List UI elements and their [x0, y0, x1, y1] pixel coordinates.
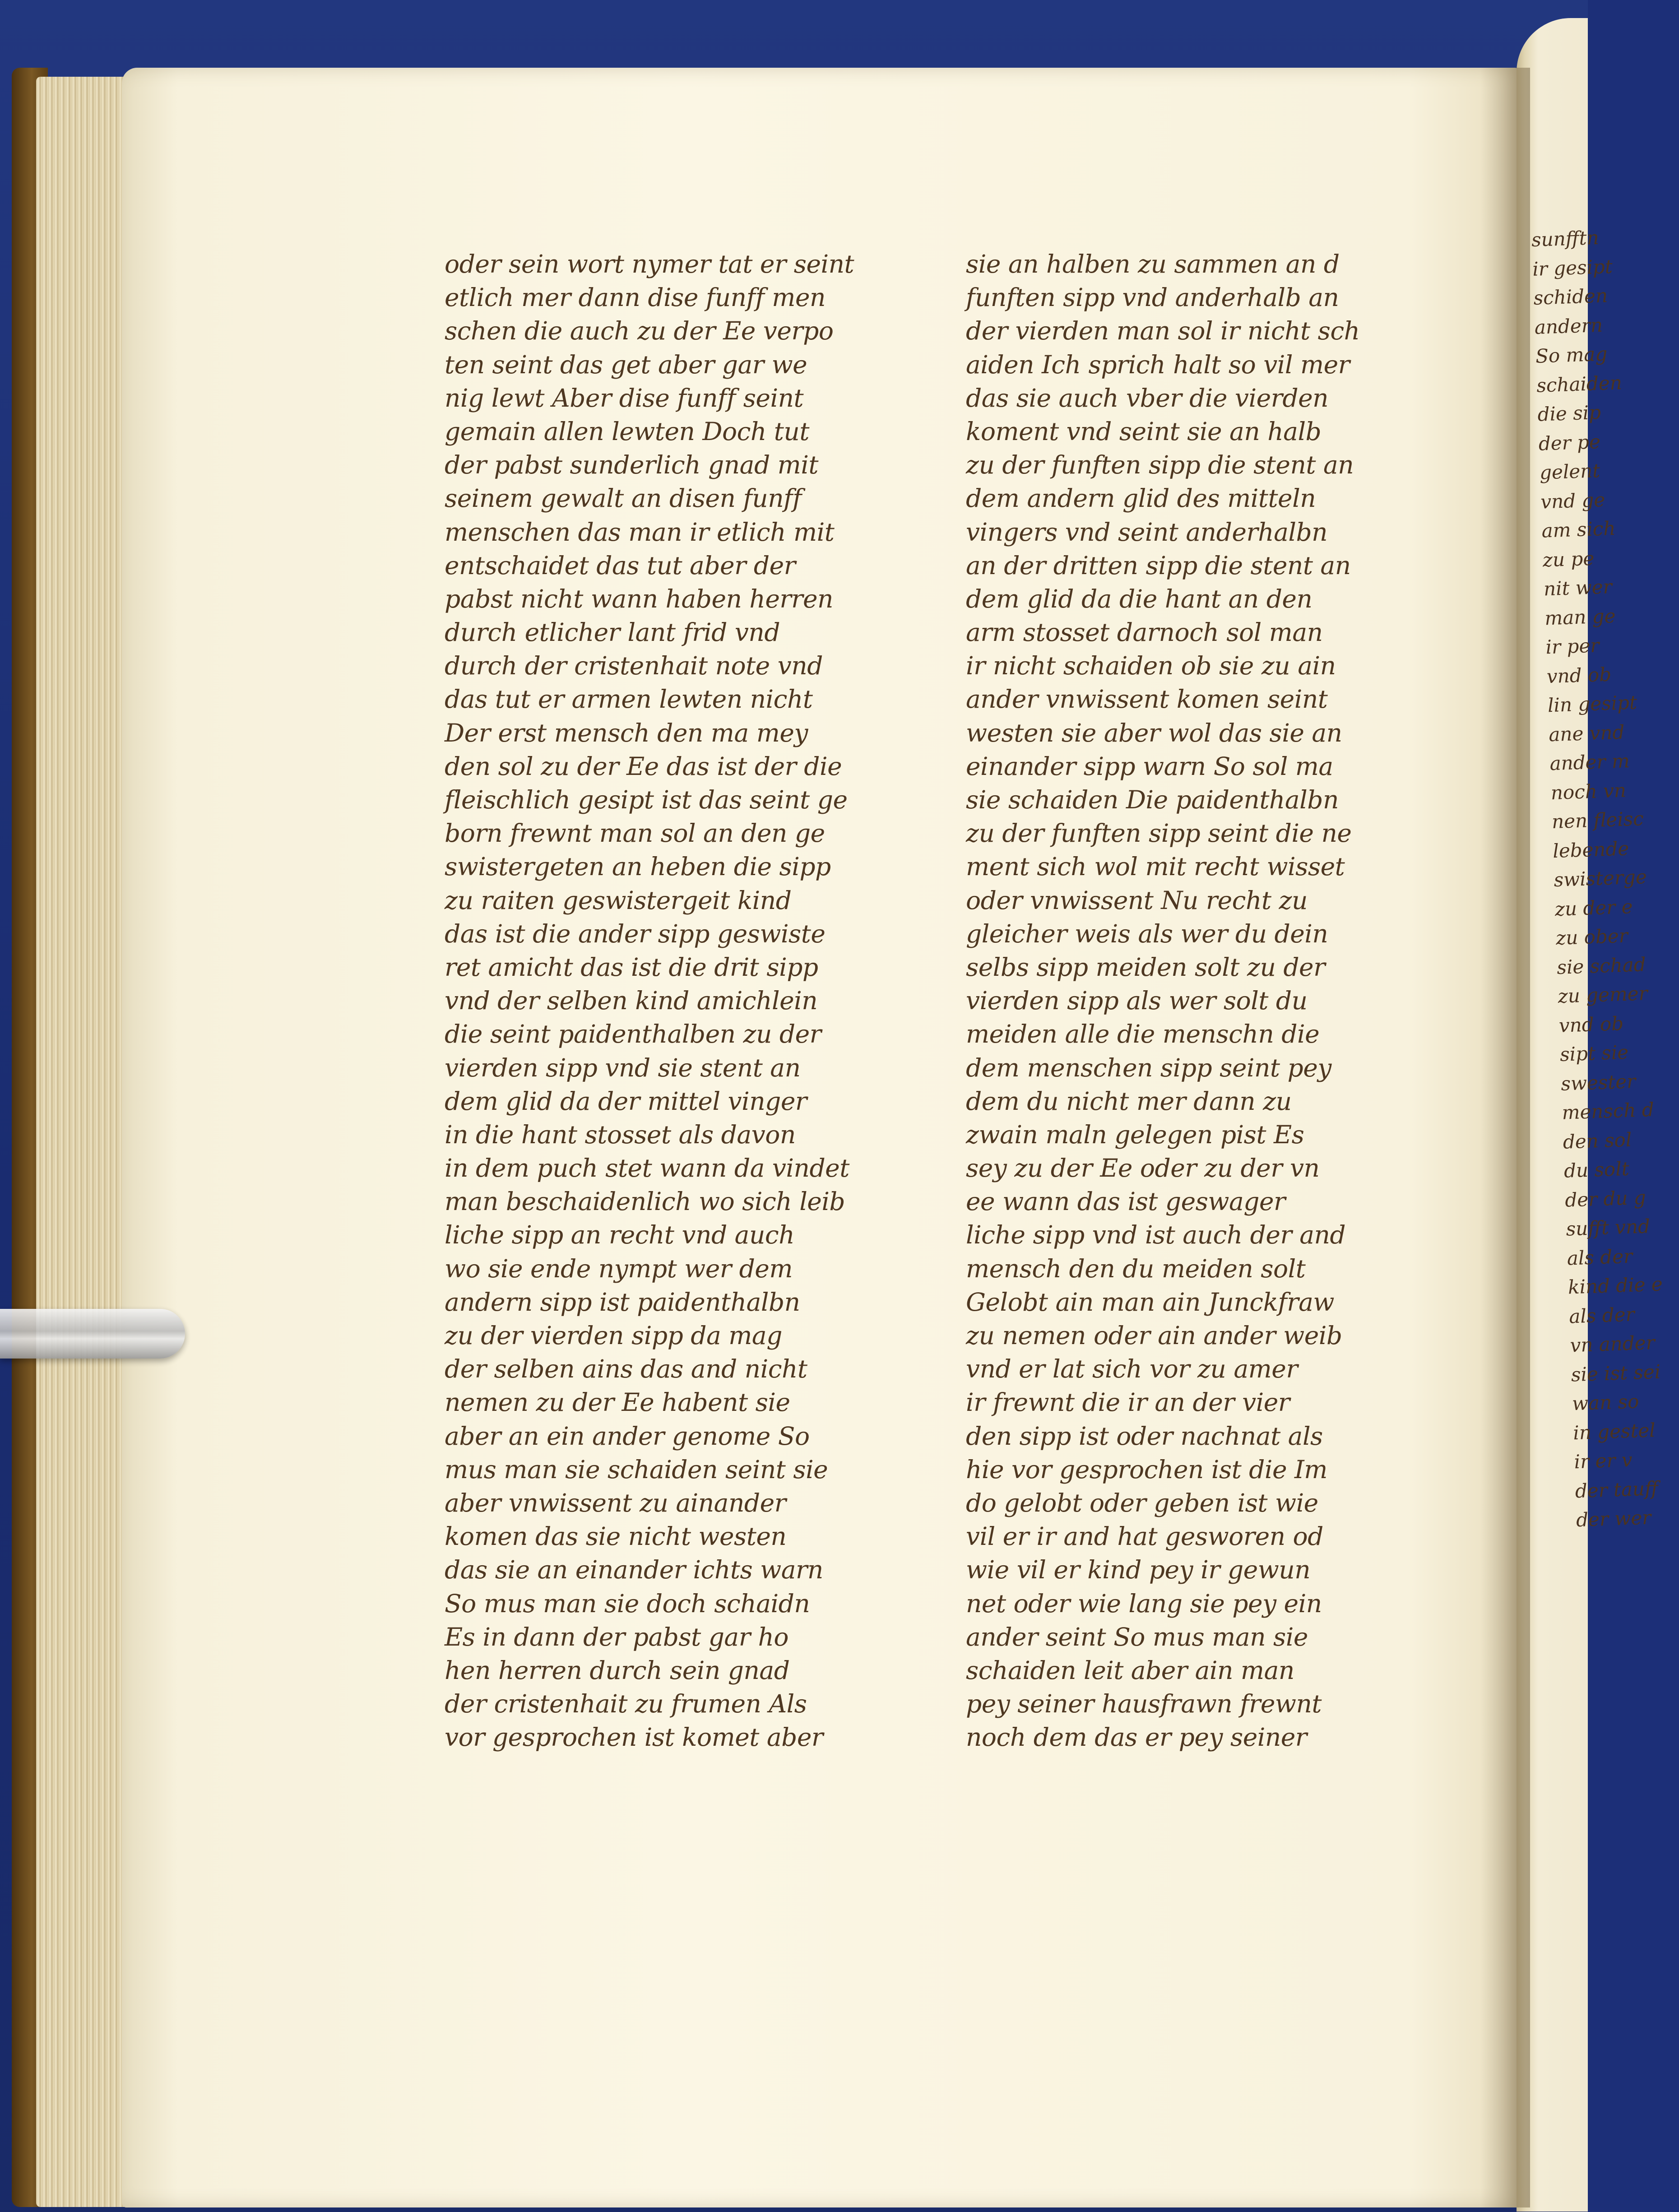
text-line: den sol zu der Ee das ist der die — [445, 751, 842, 781]
text-line: swisterge — [1553, 865, 1647, 891]
text-line: ten seint das get aber gar we — [445, 350, 807, 379]
text-line: pabst nicht wann haben herren — [445, 584, 833, 613]
text-line: sie ist sei — [1571, 1360, 1661, 1386]
text-line: durch etlicher lant frid vnd — [445, 618, 780, 647]
text-line: sipt sie — [1559, 1041, 1629, 1066]
text-line: das sie an einander ichts warn — [445, 1555, 823, 1585]
text-line: dem andern glid des mitteln — [966, 484, 1316, 513]
text-line: gelent — [1539, 459, 1600, 484]
text-line: ir gesipt — [1532, 255, 1613, 280]
text-line: mus man sie schaiden seint sie — [445, 1455, 828, 1484]
text-line: sunfftn — [1531, 226, 1600, 251]
text-line: kind die e — [1568, 1273, 1663, 1298]
text-line: gleicher weis als wer du dein — [966, 919, 1328, 948]
text-line: die sip — [1537, 401, 1601, 426]
text-line: ment sich wol mit recht wisset — [966, 852, 1345, 881]
text-line: wie vil er kind pey ir gewun — [966, 1555, 1311, 1585]
text-line: als der — [1567, 1245, 1633, 1270]
text-line: zu der vierden sipp da mag — [445, 1321, 782, 1350]
text-line: lebende — [1552, 837, 1629, 862]
text-line: das sie auch vber die vierden — [966, 383, 1329, 413]
text-line: man beschaidenlich wo sich leib — [445, 1187, 845, 1216]
gutter-shadow — [1480, 68, 1530, 2207]
text-line: als der — [1568, 1303, 1635, 1328]
text-line: schen die auch zu der Ee verpo — [445, 316, 834, 346]
text-line: der tauff — [1575, 1477, 1659, 1502]
text-line: Gelobt ain man ain Junckfraw — [966, 1287, 1334, 1317]
text-line: dem glid da der mittel vinger — [445, 1086, 807, 1116]
text-line: an der dritten sipp die stent an — [966, 551, 1351, 580]
text-line: hie vor gesprochen ist die Im — [966, 1455, 1327, 1484]
text-line: ir nicht schaiden ob sie zu ain — [966, 651, 1336, 681]
text-line: arm stosset darnoch sol man — [966, 618, 1323, 647]
text-line: pey seiner hausfrawn frewnt — [966, 1689, 1322, 1719]
text-line: dem glid da die hant an den — [966, 584, 1313, 613]
text-line: noch dem das er pey seiner — [966, 1723, 1307, 1752]
text-line: vnd ob — [1558, 1012, 1624, 1037]
text-line: der pe — [1538, 430, 1601, 455]
text-line: selbs sipp meiden solt zu der — [966, 952, 1325, 982]
text-line: wo sie ende nympt wer dem — [445, 1254, 793, 1283]
text-line: durch der cristenhait note vnd — [445, 651, 823, 681]
text-line: mensch d — [1561, 1098, 1655, 1124]
text-line: fleischlich gesipt ist das seint ge — [445, 785, 848, 814]
text-line: der selben ains das and nicht — [445, 1354, 807, 1384]
text-line: der cristenhait zu frumen Als — [445, 1689, 807, 1719]
text-line: sey zu der Ee oder zu der vn — [966, 1154, 1320, 1183]
text-line: dem menschen sipp seint pey — [966, 1053, 1331, 1082]
text-line: So mus man sie doch schaidn — [445, 1589, 810, 1618]
text-line: nig lewt Aber dise funff seint — [445, 383, 804, 413]
text-line: der vierden man sol ir nicht sch — [966, 316, 1360, 346]
text-line: ander m — [1549, 750, 1630, 775]
text-line: funften sipp vnd anderhalb an — [966, 283, 1339, 312]
text-line: zu gemer — [1557, 982, 1648, 1007]
text-line: vn ander — [1569, 1331, 1656, 1357]
text-line: ander vnwissent komen seint — [966, 685, 1328, 714]
text-line: gemain allen lewten Doch tut — [445, 417, 809, 446]
text-line: entschaidet das tut aber der — [445, 551, 796, 580]
page-holder-weight — [0, 1309, 185, 1359]
text-line: mensch den du meiden solt — [966, 1254, 1306, 1283]
text-line: aber an ein ander genome So — [445, 1421, 810, 1451]
text-line: liche sipp an recht vnd auch — [445, 1220, 795, 1250]
text-line: vingers vnd seint anderhalbn — [966, 517, 1328, 547]
text-line: nemen zu der Ee habent sie — [445, 1388, 790, 1417]
text-line: in die hant stosset als davon — [445, 1120, 796, 1149]
text-line: born frewnt man sol an den ge — [445, 819, 825, 848]
text-line: vierden sipp vnd sie stent an — [445, 1053, 801, 1082]
text-line: einander sipp warn So sol ma — [966, 751, 1333, 781]
text-line: vnd er lat sich vor zu amer — [966, 1354, 1298, 1384]
text-line: du solt — [1563, 1157, 1630, 1182]
text-line: zu nemen oder ain ander weib — [966, 1321, 1342, 1350]
text-line: aber vnwissent zu ainander — [445, 1488, 786, 1517]
text-line: swester — [1560, 1070, 1636, 1095]
text-line: andern sipp ist paidenthalbn — [445, 1287, 800, 1317]
text-line: zu der funften sipp seint die ne — [966, 819, 1352, 848]
text-line: ir frewnt die ir an der vier — [966, 1388, 1290, 1417]
text-line: Es in dann der pabst gar ho — [445, 1622, 789, 1651]
text-line: die seint paidenthalben zu der — [445, 1020, 821, 1049]
text-line: menschen das man ir etlich mit — [445, 517, 835, 547]
text-line: oder sein wort nymer tat er seint — [445, 250, 854, 278]
text-line: ret amicht das ist die drit sipp — [445, 952, 818, 982]
text-line: zwain maln gelegen pist Es — [966, 1120, 1304, 1149]
text-line: vnd der selben kind amichlein — [445, 986, 818, 1016]
text-line: in dem puch stet wann da vindet — [445, 1154, 849, 1183]
text-line: seinem gewalt an disen funff — [445, 484, 802, 513]
text-line: schaiden — [1536, 371, 1623, 397]
text-line: dem du nicht mer dann zu — [966, 1086, 1292, 1116]
text-line: das tut er armen lewten nicht — [445, 685, 813, 714]
text-line: etlich mer dann dise funff men — [445, 283, 826, 312]
text-line: sie an halben zu sammen an d — [966, 250, 1340, 278]
text-line: meiden alle die menschn die — [966, 1020, 1320, 1049]
text-line: ir er v — [1573, 1448, 1633, 1473]
text-line: wan so — [1572, 1390, 1640, 1415]
text-line: den sipp ist oder nachnat als — [966, 1421, 1323, 1451]
text-line: Der erst mensch den ma mey — [445, 718, 808, 747]
text-line: vnd ge — [1540, 488, 1605, 513]
text-line: zu raiten geswistergeit kind — [445, 886, 792, 915]
text-line: schaiden leit aber ain man — [966, 1656, 1294, 1685]
text-line: noch vn — [1550, 779, 1627, 804]
text-line: vierden sipp als wer solt du — [966, 986, 1308, 1016]
text-line: hen herren durch sein gnad — [445, 1656, 790, 1685]
text-line: liche sipp vnd ist auch der and — [966, 1220, 1346, 1250]
text-line: ir per — [1545, 634, 1600, 658]
text-line: sufft vnd — [1565, 1215, 1651, 1240]
text-line: koment vnd seint sie an halb — [966, 417, 1322, 446]
text-line: zu der e — [1554, 895, 1633, 920]
left-text-column — [445, 247, 923, 1754]
text-line: ander seint So mus man sie — [966, 1622, 1308, 1651]
text-line: ee wann das ist geswager — [966, 1187, 1285, 1216]
text-line: das ist die ander sipp geswiste — [445, 919, 826, 948]
text-line: So mag — [1535, 343, 1608, 367]
text-line: swistergeten an heben die sipp — [445, 852, 831, 881]
text-line: man ge — [1544, 604, 1616, 629]
text-line: lin gesipt — [1547, 691, 1637, 717]
text-line: oder vnwissent Nu recht zu — [966, 886, 1308, 915]
text-line: nen fleisc — [1551, 807, 1644, 833]
text-line: sie schad — [1556, 953, 1647, 978]
text-line: andern — [1534, 314, 1603, 339]
text-line: net oder wie lang sie pey ein — [966, 1589, 1322, 1618]
text-line: schiden — [1533, 284, 1608, 309]
text-line: der pabst sunderlich gnad mit — [445, 450, 819, 480]
text-line: vor gesprochen ist komet aber — [445, 1723, 823, 1752]
text-line: zu pe — [1542, 547, 1595, 571]
text-line: am sich — [1541, 517, 1616, 542]
text-line: der wer — [1576, 1506, 1651, 1531]
text-line: zu der funften sipp die stent an — [966, 450, 1354, 480]
text-line: vnd ob — [1546, 663, 1612, 687]
text-line: in gestel — [1572, 1419, 1656, 1444]
text-line: komen das sie nicht westen — [445, 1522, 787, 1551]
right-text-column — [966, 247, 1422, 1754]
text-line: den sol — [1563, 1128, 1633, 1153]
text-line: ane vnd — [1548, 720, 1625, 746]
text-line: westen sie aber wol das sie an — [966, 718, 1342, 747]
text-line: vil er ir and hat gesworen od — [966, 1522, 1323, 1551]
text-line: zu ober — [1555, 924, 1628, 950]
text-line: aiden Ich sprich halt so vil mer — [966, 350, 1350, 379]
text-line: nit wer — [1543, 575, 1613, 600]
text-line: sie schaiden Die paidenthalbn — [966, 785, 1339, 814]
text-line: der du g — [1564, 1186, 1647, 1211]
text-line: do gelobt oder geben ist wie — [966, 1488, 1318, 1517]
